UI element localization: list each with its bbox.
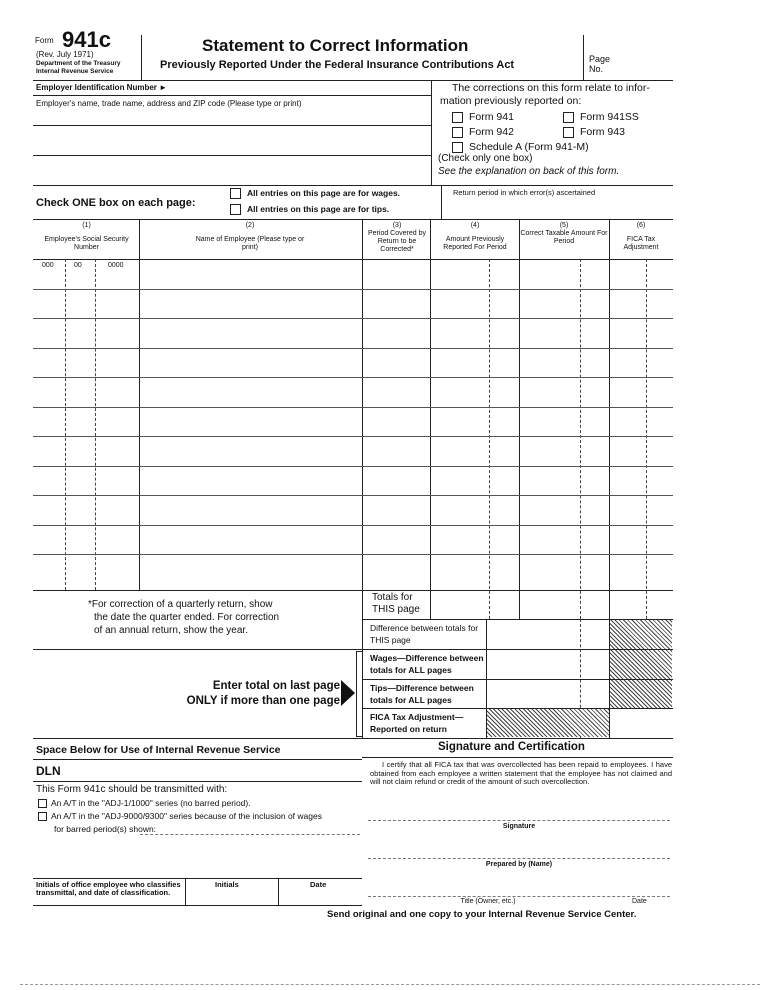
checkbox[interactable] [452, 142, 463, 153]
form-subtitle: Previously Reported Under the Federal Insurance Contributions Act [160, 59, 515, 71]
correct-amount-cell[interactable] [520, 437, 609, 465]
col2-header: (2) Name of Employee (Please type or print) [195, 222, 305, 251]
correct-amount-cell[interactable] [520, 260, 609, 288]
option-form-942[interactable]: Form 942 [452, 126, 514, 138]
fica-adjustment-cell[interactable] [610, 555, 672, 583]
correct-amount-cell[interactable] [520, 555, 609, 583]
correct-amount-cell[interactable] [520, 496, 609, 524]
corrections-intro: The corrections on this form relate to infor- mation previously reported on: [440, 82, 650, 107]
period-cell[interactable] [363, 378, 430, 406]
period-cell[interactable] [363, 467, 430, 495]
ssn-cell[interactable] [34, 408, 139, 436]
signature-label: Signature [502, 823, 536, 830]
amount-previous-cell[interactable] [431, 467, 519, 495]
shaded-area [487, 709, 609, 737]
employer-name-field[interactable] [34, 110, 430, 184]
ssn-cell[interactable] [34, 260, 139, 288]
fica-adjustment-cell[interactable] [610, 319, 672, 347]
correct-amount-cell[interactable] [520, 290, 609, 318]
employee-name-cell[interactable] [140, 555, 362, 583]
correct-amount-cell[interactable] [520, 467, 609, 495]
signature-field[interactable] [368, 795, 670, 819]
dln-label: DLN [36, 764, 61, 778]
check-one-label: Check ONE box on each page: [36, 197, 196, 209]
fica-adjustment-cell[interactable] [610, 408, 672, 436]
checkbox[interactable] [452, 127, 463, 138]
ssn-cell[interactable] [34, 437, 139, 465]
checkbox[interactable] [38, 799, 47, 808]
col1-header: (1) Employee's Social Security Number [44, 222, 129, 251]
period-cell[interactable] [363, 408, 430, 436]
title-label: Title (Owner, etc.) [460, 898, 516, 905]
col4-header: (4) Amount Previously Reported For Period [443, 222, 507, 251]
return-period-field[interactable] [445, 198, 671, 216]
department-label: Department of the Treasury [36, 60, 121, 67]
checkbox[interactable] [230, 204, 241, 215]
ssn-cell[interactable] [34, 378, 139, 406]
ssn-cell[interactable] [34, 496, 139, 524]
ein-label: Employer Identification Number ► [36, 83, 168, 92]
ssn-cell[interactable] [34, 526, 139, 554]
checkbox[interactable] [230, 188, 241, 199]
employer-name-label: Employer's name, trade name, address and ZIP code (Please type or print) [36, 99, 302, 108]
period-cell[interactable] [363, 319, 430, 347]
employee-name-cell[interactable] [140, 467, 362, 495]
ssn-cell[interactable] [34, 290, 139, 318]
option-form-943[interactable]: Form 943 [563, 126, 625, 138]
initials-office-label: Initials of office employee who classifies transmittal, and date of classification. [36, 880, 181, 897]
form-title: Statement to Correct Information [202, 36, 469, 55]
fica-adjustment-cell[interactable] [610, 467, 672, 495]
amount-previous-cell[interactable] [431, 260, 519, 288]
option-tips[interactable]: All entries on this page are for tips. [230, 204, 389, 215]
option-adj-9000[interactable]: An A/T in the "ADJ-9000/9300" series because of the inclusion of wages [38, 811, 322, 821]
checkbox[interactable] [452, 112, 463, 123]
page-no-field[interactable] [612, 52, 672, 78]
option-form-941[interactable]: Form 941 [452, 111, 514, 123]
tips-diff-label: Tips—Difference between totals for ALL pages [370, 683, 474, 705]
employee-name-cell[interactable] [140, 526, 362, 554]
ssn-cell[interactable] [34, 467, 139, 495]
form-label: Form [35, 36, 54, 45]
initials-label: Initials [215, 880, 239, 889]
signature-heading: Signature and Certification [438, 741, 585, 753]
transmit-label: This Form 941c should be transmitted with: [36, 784, 228, 795]
employee-name-cell[interactable] [140, 378, 362, 406]
amount-previous-cell[interactable] [431, 319, 519, 347]
form-revision: (Rev. July 1971) [36, 50, 94, 59]
ssn-format-serial: 0000 [108, 262, 124, 269]
footnote: *For correction of a quarterly return, show the date the quarter ended. For correction of an annual return, show the year. [88, 599, 280, 636]
amount-previous-cell[interactable] [431, 349, 519, 377]
col5-header: (5) Correct Taxable Amount For Period [520, 222, 608, 245]
arrow-right-icon [341, 680, 355, 706]
ein-field[interactable] [200, 82, 430, 94]
ssn-format-area: 000 [42, 262, 54, 269]
prepared-by-label: Prepared by (Name) [485, 861, 553, 868]
form-number: 941c [62, 27, 111, 52]
employee-name-cell[interactable] [140, 349, 362, 377]
ssn-cell[interactable] [34, 319, 139, 347]
employee-name-cell[interactable] [140, 437, 362, 465]
period-cell[interactable] [363, 290, 430, 318]
correct-amount-cell[interactable] [520, 408, 609, 436]
prepared-by-field[interactable] [368, 835, 670, 857]
send-instructions: Send original and one copy to your Internal Revenue Service Center. [327, 909, 637, 920]
bracket [356, 651, 362, 737]
employee-name-cell[interactable] [140, 290, 362, 318]
employee-name-cell[interactable] [140, 260, 362, 288]
fica-adjustment-cell[interactable] [610, 496, 672, 524]
fica-adjustment-cell[interactable] [610, 260, 672, 288]
ssn-format-group: 00 [74, 262, 82, 269]
period-cell[interactable] [363, 555, 430, 583]
fica-adj-label: FICA Tax Adjustment— Reported on return [370, 712, 464, 734]
diff-this-page-label: Difference between totals for THIS page [370, 623, 479, 645]
correct-amount-cell[interactable] [520, 378, 609, 406]
return-period-label: Return period in which error(s) ascertained [453, 188, 596, 197]
certification-text: I certify that all FICA tax that was overcollected has been repaid to employees. I have obtained from each employee a written statement that the employee has not claimed and will not claim refund or credit of the amount of such overcollection. [370, 760, 672, 786]
fica-adjustment-cell[interactable] [610, 526, 672, 554]
ssn-cell[interactable] [34, 555, 139, 583]
employee-name-cell[interactable] [140, 496, 362, 524]
fica-adjustment-cell[interactable] [610, 437, 672, 465]
period-cell[interactable] [363, 260, 430, 288]
option-form-941ss[interactable]: Form 941SS [563, 111, 639, 123]
page-no-label: Page No. [589, 54, 611, 74]
col6-header: (6) FICA Tax Adjustment [623, 222, 659, 251]
fica-adjustment-cell[interactable] [610, 290, 672, 318]
barred-periods-label: for barred period(s) shown: [54, 824, 157, 834]
employee-name-cell[interactable] [140, 319, 362, 347]
option-schedule-a[interactable]: Schedule A (Form 941-M) [452, 141, 589, 153]
period-cell[interactable] [363, 526, 430, 554]
title-field[interactable] [368, 875, 608, 895]
option-adj-1000[interactable]: An A/T in the "ADJ-1/1000" series (no barred period). [38, 798, 251, 808]
correct-amount-cell[interactable] [520, 319, 609, 347]
correct-amount-cell[interactable] [520, 526, 609, 554]
amount-previous-cell[interactable] [431, 496, 519, 524]
check-only-note: (Check only one box) [438, 153, 533, 164]
see-explanation-note: See the explanation on back of this form. [438, 166, 620, 177]
amount-previous-cell[interactable] [431, 526, 519, 554]
option-wages[interactable]: All entries on this page are for wages. [230, 188, 400, 199]
checkbox[interactable] [38, 812, 47, 821]
period-cell[interactable] [363, 349, 430, 377]
fica-adjustment-cell[interactable] [610, 378, 672, 406]
enter-total-note: Enter total on last page ONLY if more than one page [186, 680, 340, 707]
checkbox[interactable] [563, 127, 574, 138]
amount-previous-cell[interactable] [431, 378, 519, 406]
sign-date-label: Date [632, 898, 647, 905]
col3-header: (3) Period Covered by Return to be Corrected* [368, 222, 426, 253]
correct-amount-cell[interactable] [520, 349, 609, 377]
amount-previous-cell[interactable] [431, 408, 519, 436]
date-label: Date [310, 880, 327, 889]
ssn-cell[interactable] [34, 349, 139, 377]
amount-previous-cell[interactable] [431, 437, 519, 465]
agency-label: Internal Revenue Service [36, 68, 114, 75]
wages-diff-label: Wages—Difference between totals for ALL pages [370, 653, 484, 675]
amount-previous-cell[interactable] [431, 555, 519, 583]
totals-this-page-label: Totals for THIS page [372, 592, 420, 615]
checkbox[interactable] [563, 112, 574, 123]
shaded-area [610, 620, 672, 709]
fica-adjustment-cell[interactable] [610, 349, 672, 377]
employee-name-cell[interactable] [140, 408, 362, 436]
period-cell[interactable] [363, 496, 430, 524]
amount-previous-cell[interactable] [431, 290, 519, 318]
irs-use-heading: Space Below for Use of Internal Revenue Service [36, 744, 281, 756]
period-cell[interactable] [363, 437, 430, 465]
